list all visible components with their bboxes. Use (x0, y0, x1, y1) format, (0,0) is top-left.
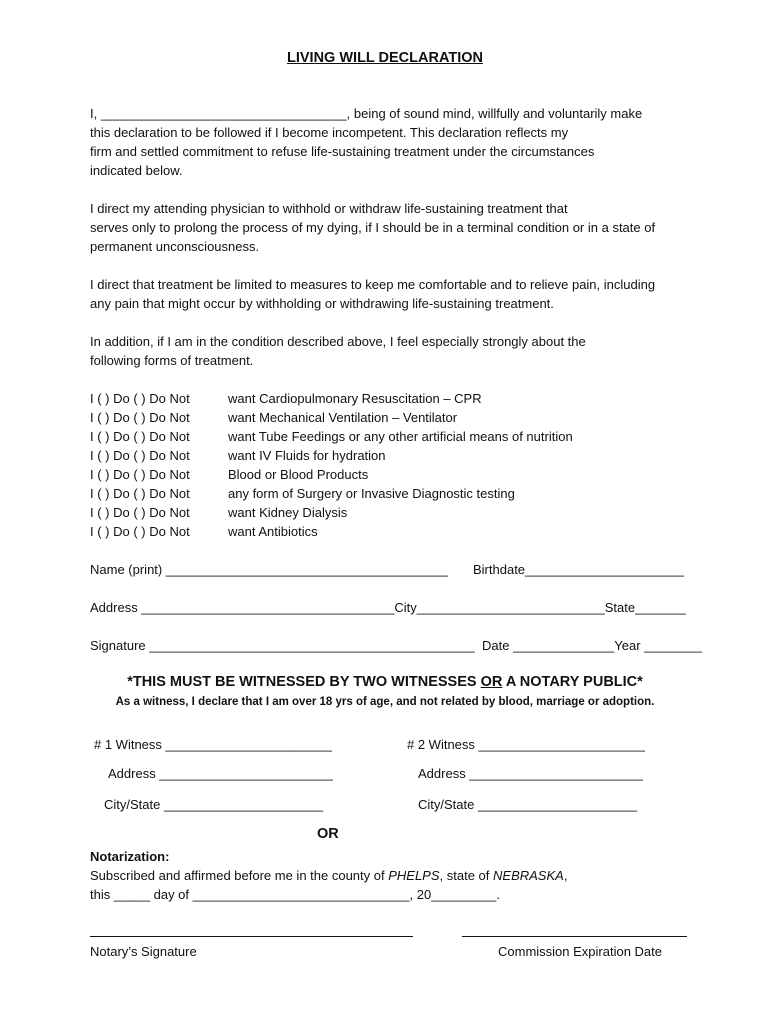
intro-paragraph (90, 104, 730, 180)
signature-field[interactable]: Signature _____________________________________________ (90, 638, 475, 653)
treatment-intro-line: In addition, if I am in the condition described above, I feel especially strongly about the (90, 334, 586, 349)
commission-expiration-label: Commission Expiration Date (498, 944, 663, 959)
notary-county-state-line (90, 866, 567, 885)
witness-2-address-field[interactable]: Address ________________________ (418, 766, 643, 781)
do-do-not-checkboxes[interactable]: I ( ) Do ( ) Do Not (90, 410, 190, 425)
directive-line: serves only to prolong the process of my dying, if I should be in a terminal condition or in a state of (90, 220, 656, 235)
treatment-choice-tube-feeding[interactable] (90, 427, 573, 446)
witness-declaration: As a witness, I declare that I am over 18 yrs of age, and not related by blood, marriage or adoption. (115, 696, 655, 708)
directive-line: I direct my attending physician to withhold or withdraw life-sustaining treatment that (90, 201, 568, 216)
intro-line: this declaration to be followed if I become incompetent. This declaration reflects my (90, 125, 569, 140)
directive-paragraph (90, 199, 730, 256)
notarization-heading: Notarization: (90, 849, 170, 864)
witness-heading-text: A NOTARY PUBLIC* (502, 674, 643, 690)
witness-1-field[interactable]: # 1 Witness _______________________ (94, 737, 332, 752)
intro-line: indicated below. (90, 163, 183, 178)
notary-text: Subscribed and affirmed before me in the county of (90, 868, 389, 883)
do-do-not-checkboxes[interactable]: I ( ) Do ( ) Do Not (90, 391, 190, 406)
witness-2-city-state-field[interactable]: City/State ______________________ (418, 797, 638, 812)
witness-2-field[interactable]: # 2 Witness _______________________ (407, 737, 645, 752)
witness-1-address-field[interactable]: Address ________________________ (108, 766, 333, 781)
treatment-label: want IV Fluids for hydration (228, 448, 386, 463)
treatment-choice-ventilation[interactable] (90, 408, 457, 427)
notary-state: NEBRASKA (493, 868, 564, 883)
directive-line: permanent unconsciousness. (90, 239, 260, 254)
treatment-label: want Cardiopulmonary Resuscitation – CPR (228, 391, 482, 406)
treatment-choice-iv-fluids[interactable] (90, 446, 386, 465)
witness-heading-or: OR (480, 674, 503, 690)
treatment-label: want Mechanical Ventilation – Ventilator (228, 410, 458, 425)
name-print-field[interactable]: Name (print) _______________________________________ (90, 562, 448, 577)
treatment-choice-dialysis[interactable] (90, 503, 347, 522)
notary-text: , state of (439, 868, 494, 883)
notary-county: PHELPS (388, 868, 440, 883)
commission-expiration-line[interactable] (462, 936, 687, 937)
treatment-label: want Tube Feedings or any other artificial means of nutrition (228, 429, 573, 444)
do-do-not-checkboxes[interactable]: I ( ) Do ( ) Do Not (90, 524, 190, 539)
intro-line: firm and settled commitment to refuse life-sustaining treatment under the circumstances (90, 144, 595, 159)
treatment-choice-blood[interactable] (90, 465, 368, 484)
do-do-not-checkboxes[interactable]: I ( ) Do ( ) Do Not (90, 448, 190, 463)
treatment-intro-paragraph (90, 332, 730, 370)
do-do-not-checkboxes[interactable]: I ( ) Do ( ) Do Not (90, 486, 190, 501)
notary-signature-line[interactable] (90, 936, 413, 937)
date-year-field[interactable]: Date ______________Year ________ (482, 638, 703, 653)
do-do-not-checkboxes[interactable]: I ( ) Do ( ) Do Not (90, 429, 190, 444)
treatment-label: want Antibiotics (228, 524, 318, 539)
witness-heading-text: *THIS MUST BE WITNESSED BY TWO WITNESSES (127, 674, 481, 690)
do-do-not-checkboxes[interactable]: I ( ) Do ( ) Do Not (90, 505, 190, 520)
page-title: LIVING WILL DECLARATION (286, 50, 483, 66)
comfort-paragraph (90, 275, 730, 313)
address-city-state-field[interactable]: Address ___________________________________City__________________________State_______ (90, 600, 686, 615)
birthdate-field[interactable]: Birthdate______________________ (473, 562, 685, 577)
treatment-choice-antibiotics[interactable] (90, 522, 318, 541)
notary-date-field[interactable]: this _____ day of ______________________________, 20_________. (90, 887, 500, 902)
treatment-choice-cpr[interactable] (90, 389, 482, 408)
notary-signature-label: Notary’s Signature (90, 944, 197, 959)
treatment-label: want Kidney Dialysis (228, 505, 348, 520)
notary-text: , (563, 868, 568, 883)
comfort-line: any pain that might occur by withholding or withdrawing life-sustaining treatment. (90, 296, 554, 311)
or-separator: OR (317, 826, 339, 842)
do-do-not-checkboxes[interactable]: I ( ) Do ( ) Do Not (90, 467, 190, 482)
witness-requirement-heading (0, 674, 770, 690)
treatment-label: Blood or Blood Products (228, 467, 369, 482)
treatment-intro-line: following forms of treatment. (90, 353, 254, 368)
intro-line: I, __________________________________, being of sound mind, willfully and voluntarily make (90, 106, 643, 121)
witness-1-city-state-field[interactable]: City/State ______________________ (104, 797, 324, 812)
comfort-line: I direct that treatment be limited to measures to keep me comfortable and to relieve pain, including (90, 277, 656, 292)
treatment-label: any form of Surgery or Invasive Diagnostic testing (228, 486, 515, 501)
treatment-choice-surgery[interactable] (90, 484, 515, 503)
